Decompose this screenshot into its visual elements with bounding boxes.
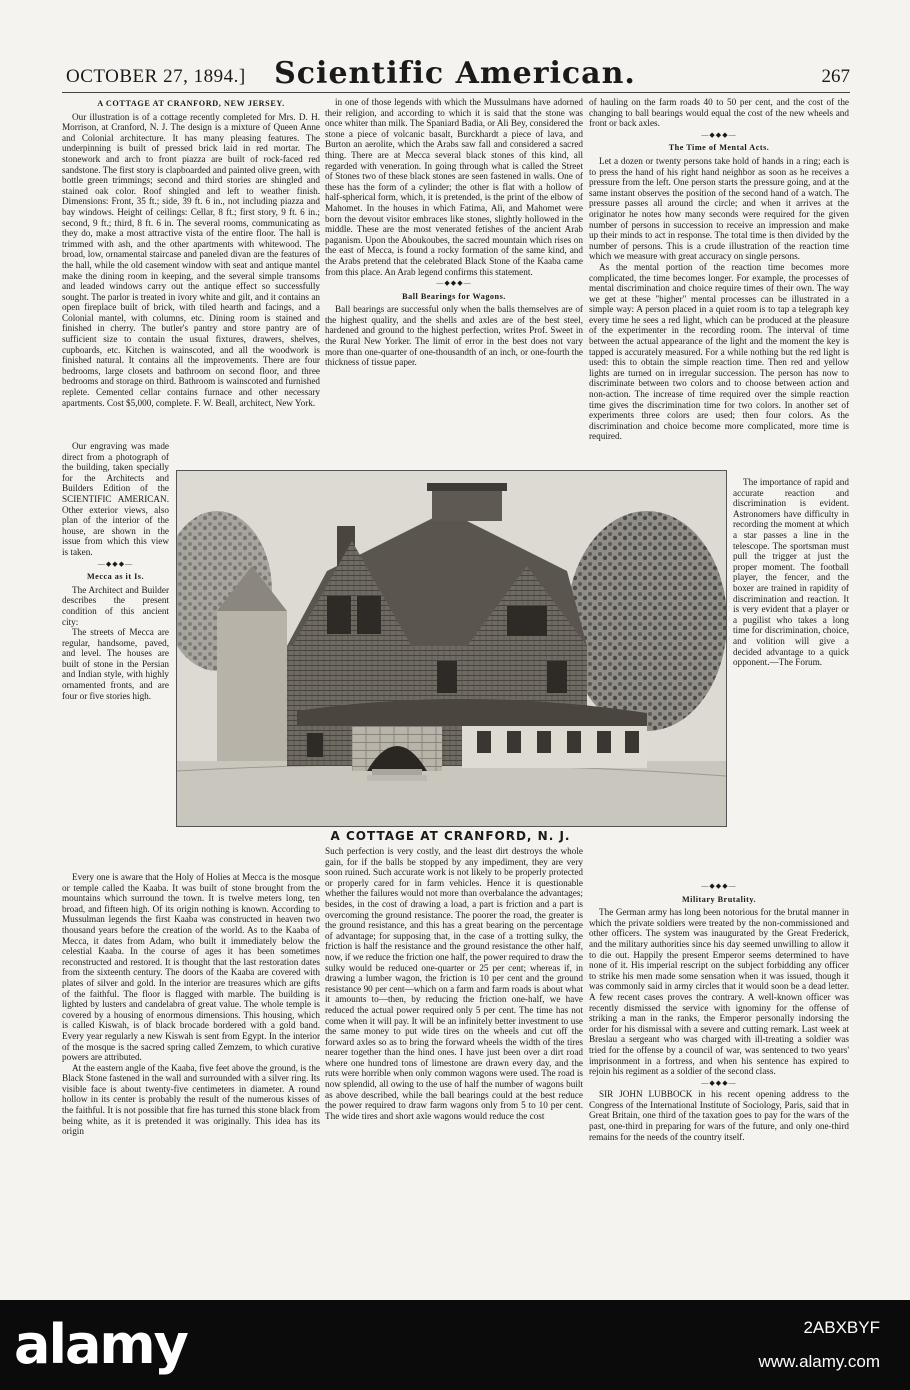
column-3-bottom: —◆◆◆— Military Brutality. The German army has long been notorious for the brutal manner in which the private soldiers were treated by the non-commissioned and other officers. The system was inaugurated by the Great Frederick, and the military authorities since his day seemed unwilling to allow it to die out. Happily the present Emperor seems determined to have none of it. His imperial rescript on the subject forbidding any officer to strike his men made some sensation when it was issued, though it was commonly said in army circles that it would soon be a dead letter. A few recent cases proves the contrary. A well-known officer was recently dismissed the service with ignominy for the offense of striking a man in the ranks, the Emperor personally indorsing the order for his dismissal with a severe and cutting remark. Last week at Breslau a sergeant who was charged with ill-treating a soldier was tried for the offense by a council of war, was sentenced to two years' imprisonment in a fortress, and when his sentence has expired to rejoin his regiment as a soldier of the second class. —◆◆◆— SIR JOHN LUBBOCK in his recent opening address to the Congress of the International Institute of Sociology, Paris, said that in Great Britain, one third of the taxation goes to pay for the wars of the past, one-third in preparing for wars of the future, and only one-third remains for the needs of the country itself. <box>589 882 849 1142</box>
column-3-narrow <box>733 477 849 877</box>
masthead: Scientific American. <box>274 56 636 91</box>
article-paragraph: in one of those legends with which the Mussulmans have adorned their religion, and according to which it is said that the stone was once whiter than milk. The Spaniard Badia, or Ali Bey, considered the stone a piece of volcanic basalt, Burckhardt a piece of lava, and Burton an aerolite, which the Arabs saw fall and considered a sacred thing. There are at Mecca several black stones of this kind, all regarded with veneration. In going through what is called the Street of Stones two of these black stones are seen fastened in walls. One of these has the form of a cylinder; the other is flat with a hollow of half-spherical form, which, it is pretended, is the print of the elbow of Mahomet. In the houses in which Fatima, Ali, and Mahomet were born the devout visitor embraces like stones, slightly hollowed in the middle. These are the most venerated fetishes of the ancient Arab paganism. Upon the Aboukoubes, the sacred mountain which rises on the east of Mecca, is found a rocky formation of the same kind, and the Arabs pretend that the celebrated Black Stone of the Kaaba came from this place. An Arab legend confirms this statement. <box>325 97 583 277</box>
issue-date: OCTOBER 27, 1894.] <box>66 66 246 87</box>
article-paragraph: At the eastern angle of the Kaaba, five feet above the ground, is the Black Stone fastened in the wall and surrounded with a silver ring. Its visible face is about twenty-five centimeters in diameter. A round hollow in its center is probably the result of the numerous kisses of the faithful. It is not possible that fire has turned this stone black from being white, as it is pretended it was originally. This idea has its origin <box>62 1062 320 1137</box>
article-paragraph: The Architect and Builder describes the present condition of this ancient city: <box>62 584 169 627</box>
column-1-bottom <box>62 872 320 1290</box>
figure-caption: A COTTAGE AT CRANFORD, N. J. <box>330 829 571 843</box>
article-paragraph: SIR JOHN LUBBOCK in his recent opening address to the Congress of the International Institute of Sociology, Paris, said that in Great Britain, one third of the taxation goes to pay for the wars of the past, one-third in preparing for wars of the future, and only one-third remains for the needs of the country itself. <box>589 1089 849 1142</box>
article-heading-mental-acts: The Time of Mental Acts. <box>668 143 770 153</box>
column-3-top: of hauling on the farm roads 40 to 50 per cent, and the cost of the changing to ball bearings would equal the cost of the new wheels and front or back axles. —◆◆◆— The Time of Mental Acts. Let a dozen or twenty persons take hold of hands in a ring; each is to press the hand of his right hand neighbor as soon as he receives a pressure from the left. One person starts the pressure going, and at the same instant observes the position of the second hand of a watch. The pressure passes all around the circle; and when it arrives at the originator he notes how many seconds were required for the given number of persons in succession to receive an impression and make up their minds to act in response. The total time is then divided by the number of persons. This is a crude illustration of the reaction time which we measure with great accuracy on single persons. As the mental portion of the reaction time becomes more complicated, the time becomes longer. For example, the processes of mental discrimination and choice require times of their own. The way we get at these "higher" mental processes can be illustrated in a simple way: A person placed in a quiet room is to tap a telegraph key every time he sees a red light, which can be produced at the pleasure of the experimenter in the recording room. The interval of time between the actual appearance of the light and the moment the key is tapped is accurately measured. For a while nothing but the red light is used: this to obtain the simple reaction time. Then red and yellow lights are turned on in irregular succession. The person has now to discriminate between two colors and to choose between action and non-action. The increase of time required over the simple reaction time gives the discrimination time for two colors. In another set of experiments three colors are used; then four colors. As the discrimination and choice become more complicated, more time is required. <box>589 97 849 442</box>
article-paragraph: Ball bearings are successful only when the balls themselves are of the highest quality, and the shells and axles are of the best steel, hardened and ground to the highest perfection, writes Prof. Sweet in the Rural New Yorker. The limit of error in the best does not vary more than one-quarter of one-thousandth of an inch, or one-fourth the thickness of tissue paper. <box>325 304 583 368</box>
article-paragraph: The importance of rapid and accurate reaction and discrimination is evident. Astronomers have difficulty in recording the moment at which a star passes a line in the telescope. The sportsman must pull the trigger at just the proper moment. The football player, the fencer, and the boxer are trained in rapidity of discrimination and reaction. It is very evident that a player or a pugilist who takes a long time for discrimination, choice, and volition will give a decided advantage to a quick opponent.—The Forum. <box>733 477 849 668</box>
alamy-logo: alamy <box>14 1313 187 1376</box>
image-id: 2ABXBYF <box>803 1318 880 1337</box>
column-1-narrow: Our engraving was made direct from a photograph of the building, taken specially for the Architects and Builders Edition of the SCIENTIFIC AMERICAN. Other exterior views, also plan of the interior of the house, are shown in the issue from which this view is taken. —◆◆◆— Mecca as it Is. The Architect and Builder describes the present condition of this ancient city: The streets of Mecca are regular, handsome, paved, and level. The houses are built of stone in the Persian and Indian style, with highly ornamented fronts, and are four or five stories high. <box>62 441 169 701</box>
cottage-illustration <box>177 471 726 826</box>
article-heading-military: Military Brutality. <box>681 894 757 904</box>
footer-url: www.alamy.com <box>758 1352 880 1371</box>
header-rule <box>62 92 850 93</box>
article-paragraph: Our illustration is of a cottage recently completed for Mrs. D. H. Morrison, at Cranford, N. J. The design is a mixture of Queen Anne and Colonial architecture. It has many pleasing features. The underpinning is built of pressed brick laid in red mortar. The stonework and arch to front piazza are built of rock-faced red sandstone. The first story is clapboarded and painted olive green, with bottle green trimmings; second and third stories are shingled and stained oak color. Roof shingled and left to weather finish. Dimensions: Front, 35 ft.; side, 39 ft. 6 in., not including piazza and bay windows. Height of ceilings: Cellar, 8 ft.; first story, 9 ft. 6 in.; second, 9 ft.; third, 8 ft. 6 in. The several rooms, communicating as they do, make a most attractive vista of the entire floor. The hall is trimmed with ash, and the other apartments with whitewood. The broad, low, ornamental staircase and paneled divan are the features of the hall, while the old casement window with seat and antique mantel make the dining room in keeping, and the several simple transoms and leaded windows carry out the antique effect so successfully sought. The parlor is treated in ivory white and gilt, and it contains an open fireplace built of brick, with tiled hearth and facings, and a Colonial mantel, with columns, etc. Dining room is stained and finished in cherry. The butler's pantry and store pantry are of sufficient size to contain the usual fixtures, drawers, shelves, cupboards, etc. Kitchen is wainscoted, and all the woodwork is finished natural. It contains all the improvements. There are four bedrooms, large closets and bathroom on second floor, and three bedrooms and storage on third. Bathroom is wainscoted and furnished replete. Cemented cellar contains furnace and other necessary apartments. Cost $5,000, complete. F. W. Beall, architect, New York. <box>62 111 320 408</box>
article-heading-cottage: A COTTAGE AT CRANFORD, NEW JERSEY. <box>97 99 285 108</box>
article-paragraph: of hauling on the farm roads 40 to 50 per cent, and the cost of the changing to ball bearings would equal the cost of the new wheels and front or back axles. <box>589 97 849 129</box>
article-paragraph: Every one is aware that the Holy of Holies at Mecca is the mosque or temple called the Kaaba. It was built of stone brought from the mountains which surround the town. It is twelve meters long, ten broad, and fifteen high. Of its origin nothing is known. According to Mussulman legends the first Kaaba was constructed in heaven two thousand years before the creation of the world. As to the Kaaba of Mecca, it dates from Adam, who built it immediately below the celestial Kaaba. In the course of ages it has been sometimes reconstructed and restored. It is thought that the last restoration dates from the sixteenth century. The doors of the Kaaba are covered with plates of silver and gold. In the interior are treasures which are gifts of the faithful. The floor is flagged with marble. The building is lighted by lusters and candelabra of great value. The whole temple is covered by a housing of enormous dimensions. This housing, which is called Kiswah, is of black brocade bordered with a gold band. Every year regularly a new Kiswah is sent from Egypt. In the interior of the mosque is the sacred spring called Zemzem, to which curative powers are attributed. <box>62 872 320 1063</box>
article-heading-mecca: Mecca as it Is. <box>86 572 145 582</box>
article-paragraph: Such perfection is very costly, and the least dirt destroys the whole gain, for if the balls be stopped by any impediment, they are very soon ruined. Such accurate work is not likely to be properly protected or properly cared for in farm vehicles. Hence it is questionable whether the failures would not more than overbalance the advantages; besides, in the cost of drawing a load, a part is friction and a part is overcoming the ground resistance. The poorer the road, the greater is the ground resistance, and this has a great bearing on the percentage of advantage; for supposing that, in the case of a trotting sulky, the friction is half the resistance and the ground resistance the other half, now, if we reduce the friction one half, the power required to draw the sulky would be reduced one-quarter or 25 per cent; whereas if, in drawing a lumber wagon, the friction is 10 per cent and the ground resistance 90 per cent—which on a farm and farm roads is about what it amounts to—then, by reducing the friction one-half, we have reduced the actual power required only 5 per cent. The time has not come when it will pay. It will be an infinitely better investment to use the same money to put wide tires on the wheels and cut off the forward axles so as to bring the forward wheels the width of the tires nearer together than the hind ones. I have just been over a dirt road where one hundred tons of limestone are drawn every day, and the ruts were horrible when only common wagons were used. The road is now splendid, all owing to the use of half the number of wagons built as above described, while the ball bearings could at the best reduce the power required to draw farm wagons only from 5 to 10 per cent. The wide tires and short axle wagons would reduce the cost <box>325 846 583 1121</box>
article-paragraph: The streets of Mecca are regular, handsome, paved, and level. The houses are built of stone in the Persian and Indian style, with highly ornamented fronts, and are four or five stories high. <box>62 627 169 701</box>
column-2-bottom <box>325 846 583 1290</box>
article-paragraph: Our engraving was made direct from a photograph of the building, taken specially for the Architects and Builders Edition of the SCIENTIFIC AMERICAN. Other exterior views, also plan of the interior of the house, are shown in the issue from which this view is taken. <box>62 441 169 557</box>
article-paragraph: As the mental portion of the reaction time becomes more complicated, the time becomes longer. For example, the processes of mental discrimination and choice require times of their own. The way we get at these "higher" mental processes can be illustrated in a simple way: A person placed in a quiet room is to tap a telegraph key every time he sees a red light, which can be produced at the pleasure of the experimenter in the recording room. The interval of time between the actual appearance of the light and the moment the key is tapped is accurately measured. For a while nothing but the red light is used: this to obtain the simple reaction time. Then red and yellow lights are turned on in irregular succession. The person has now to discriminate between two colors and to choose between action and non-action. The increase of time required over the simple reaction time gives the discrimination time for two colors. In another set of experiments three colors are used; then four colors. As the discrimination and choice become more complicated, more time is required. <box>589 261 849 442</box>
cottage-engraving <box>176 470 727 827</box>
page-number: 267 <box>821 66 850 87</box>
column-2-top: in one of those legends with which the Mussulmans have adorned their religion, and according to which it is said that the stone was once whiter than milk. The Spaniard Badia, or Ali Bey, considered the stone a piece of volcanic basalt, Burckhardt a piece of lava, and Burton an aerolite, which the Arabs saw fall and considered a sacred thing. There are at Mecca several black stones of this kind, all regarded with veneration. In going through what is called the Street of Stones two of these black stones are seen fastened in walls. One of these has the form of a cylinder; the other is flat with a hollow of half-spherical form, which, it is pretended, is the print of the elbow of Mahomet. In the houses in which Fatima, Ali, and Mahomet were born the devout visitor embraces like stones, slightly hollowed in the middle. These are the most venerated fetishes of the ancient Arab paganism. Upon the Aboukoubes, the sacred mountain which rises on the east of Mecca, is found a rocky formation of the same kind, and the Arabs pretend that the celebrated Black Stone of the Kaaba came from this place. An Arab legend confirms this statement. —◆◆◆— Ball Bearings for Wagons. Ball bearings are successful only when the balls themselves are of the highest quality, and the shells and axles are of the best steel, hardened and ground to the highest perfection, writes Prof. Sweet in the Rural New Yorker. The limit of error in the best does not vary more than one-quarter of one-thousandth of an inch, or one-fourth the thickness of tissue paper. <box>325 97 583 368</box>
article-heading-ball-bearings: Ball Bearings for Wagons. <box>402 291 506 301</box>
column-1-top <box>62 97 320 441</box>
article-paragraph: Let a dozen or twenty persons take hold of hands in a ring; each is to press the hand of his right hand neighbor as soon as he receives a pressure from the left. One person starts the pressure going, and at the same instant observes the position of the second hand of a watch. The pressure passes all around the circle; and when it arrives at the originator he notes how many seconds were required for the given number of persons in succession to receive an impression and make up their minds to act in response. The total time is then divided by the number of persons. This is a crude illustration of the reaction time which we measure with great accuracy on single persons. <box>589 155 849 262</box>
article-paragraph: The German army has long been notorious for the brutal manner in which the private soldiers were treated by the non-commissioned and other officers. The system was inaugurated by the Great Frederick, and the military authorities since his day seemed unwilling to allow it to die out. Happily the present Emperor seems determined to have none of it. His imperial rescript on the subject forbidding any officer to strike his men made some sensation when it was issued, though it was commonly said in army circles that it would soon be a dead letter. A few recent cases proves the contrary. A well-known officer was recently dismissed the service with ignominy for the offense of striking a man in the ranks, the Emperor personally indorsing the order for his dismissal with a severe and cutting remark. Last week at Breslau a sergeant who was charged with ill-treating a soldier was tried for the offense by a council of war, was sentenced to two years' imprisonment in a fortress, and when his sentence has expired to rejoin his regiment as a soldier of the second class. <box>589 907 849 1077</box>
